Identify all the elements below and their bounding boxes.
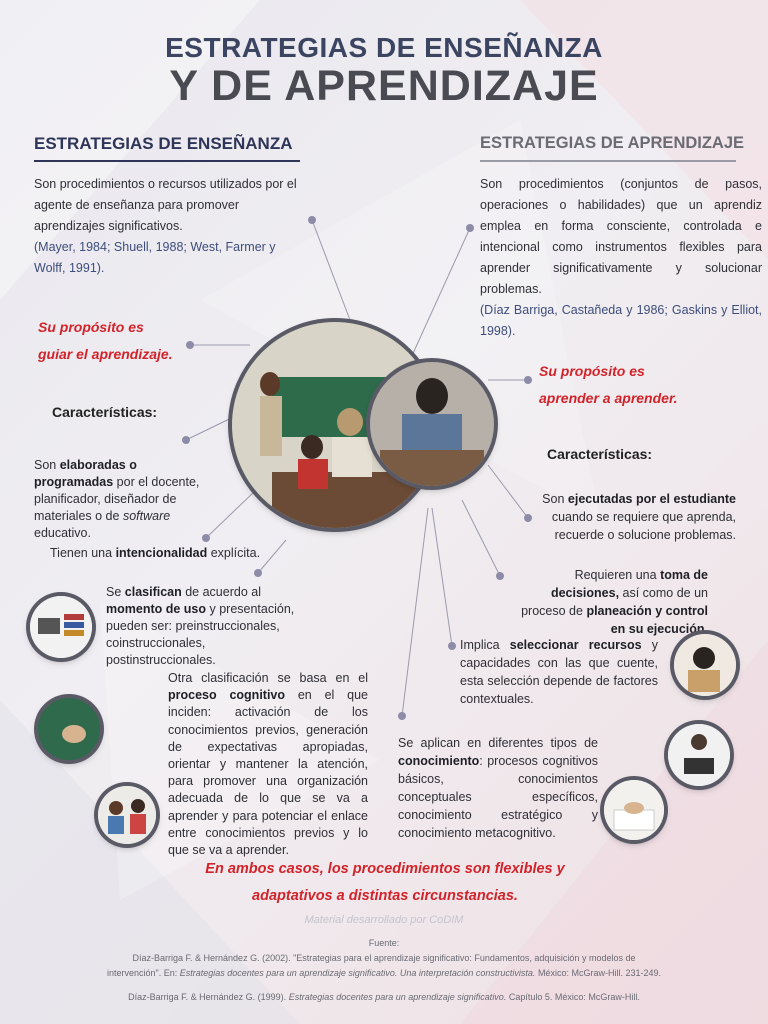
right-characteristics-label: Características: xyxy=(547,446,653,462)
student-illustration xyxy=(370,362,494,486)
reference-1-line1: Díaz-Barriga F. & Hernández G. (2002). "Estrategias para el aprendizaje significativo: Fundamentos, adquisición y modelos de xyxy=(132,953,636,963)
left-characteristic-1: Son elaboradas o programadas por el docente, planificador, diseñador de materiales o de software educativo. xyxy=(34,458,200,540)
main-title-line2: Y DE APRENDIZAJE xyxy=(169,62,599,110)
main-title-line1: ESTRATEGIAS DE ENSEÑANZA xyxy=(165,32,603,63)
left-characteristic-4: Otra clasificación se basa en el proceso cognitivo en el que inciden: activación de los conocimientos previos, generación de expectativas apropiadas, orientar y mantener la atención, para promover una organización adecuada de lo que se va a aprender y para potenciar el enlace entre conocimientos previos y lo que se va a aprender. xyxy=(168,671,368,858)
thinking-icon xyxy=(674,634,736,696)
writing-icon xyxy=(604,780,664,840)
books-icon xyxy=(30,596,92,658)
right-definition: Son procedimientos (conjuntos de pasos, operaciones o habilidades) que un aprendiz emplea en forma consciente, controlada e intencional como instrumentos flexibles para aprender significativamente y solucionar problemas. (Díaz Barriga, Castañeda y 1986; Gaskins y Elliot, 1998). xyxy=(480,174,762,342)
right-section-heading: ESTRATEGIAS DE APRENDIZAJE xyxy=(480,134,745,152)
left-purpose: Su propósito es guiar el aprendizaje. xyxy=(38,319,173,362)
left-definition: Son procedimientos o recursos utilizados por el agente de enseñanza para promover aprendizajes significativos. (Mayer, 1984; Shuell, 1988; West, Farmer y Wolff, 1991). xyxy=(34,174,302,279)
writing-hands-photo xyxy=(604,780,664,840)
laptop-student-photo xyxy=(668,724,730,786)
right-characteristic-2: Requieren una toma de decisiones, así como de un proceso de planeación y control en su ejecución. xyxy=(521,568,708,636)
group-study-photo xyxy=(98,786,156,844)
reference-2: Díaz-Barriga F. & Hernández G. (1999). Estrategias docentes para un aprendizaje significativo. Capítulo 5. México: McGraw-Hill. xyxy=(128,992,640,1002)
right-characteristic-4: Se aplican en diferentes tipos de conocimiento: procesos cognitivos básicos, conocimientos conceptuales específicos, conocimiento estratégico y conocimiento metacognitivo. xyxy=(398,736,598,840)
conclusion-text: En ambos casos, los procedimientos son flexibles y adaptativos a distintas circunstancias. xyxy=(205,861,565,904)
right-purpose: Su propósito es aprender a aprender. xyxy=(539,363,678,406)
right-citation: (Díaz Barriga, Castañeda y 1986; Gaskins y Elliot, 1998). xyxy=(480,303,762,338)
group-icon xyxy=(98,786,156,844)
laptop-icon xyxy=(668,724,730,786)
right-heading-underline xyxy=(480,160,736,162)
sources-label: Fuente: xyxy=(368,938,400,948)
left-citation: (Mayer, 1984; Shuell, 1988; West, Farmer y Wolff, 1991). xyxy=(34,240,276,275)
left-section-heading: ESTRATEGIAS DE ENSEÑANZA xyxy=(34,134,293,153)
reference-1-line2: intervención". En: Estrategias docentes para un aprendizaje significativo. Una interpretación constructivista. México: McGraw-Hill. 231-249. xyxy=(107,968,661,978)
left-characteristic-2: Tienen una intencionalidad explícita. xyxy=(50,546,261,560)
student-writing-photo xyxy=(370,362,494,486)
left-characteristics-label: Características: xyxy=(52,404,158,420)
right-characteristic-1: Son ejecutadas por el estudiante cuando se requiere que aprenda, recuerde o solucione problemas. xyxy=(542,492,736,542)
left-heading-underline xyxy=(34,160,300,162)
books-laptop-photo xyxy=(30,596,92,658)
left-characteristic-3: Se clasifican de acuerdo al momento de uso y presentación, pueden ser: preinstruccionales, coinstruccionales, postinstruccionales. xyxy=(106,585,295,667)
chalk-hand-icon xyxy=(38,698,100,760)
sources-block xyxy=(0,936,768,1005)
right-characteristic-3: Implica seleccionar recursos y capacidades con las que cuente, esta selección depende de factores contextuales. xyxy=(460,638,658,706)
chalkboard-hand-photo xyxy=(38,698,100,760)
watermark-text: Material desarrollado por CoDIM xyxy=(304,914,464,926)
student-thinking-photo xyxy=(674,634,736,696)
